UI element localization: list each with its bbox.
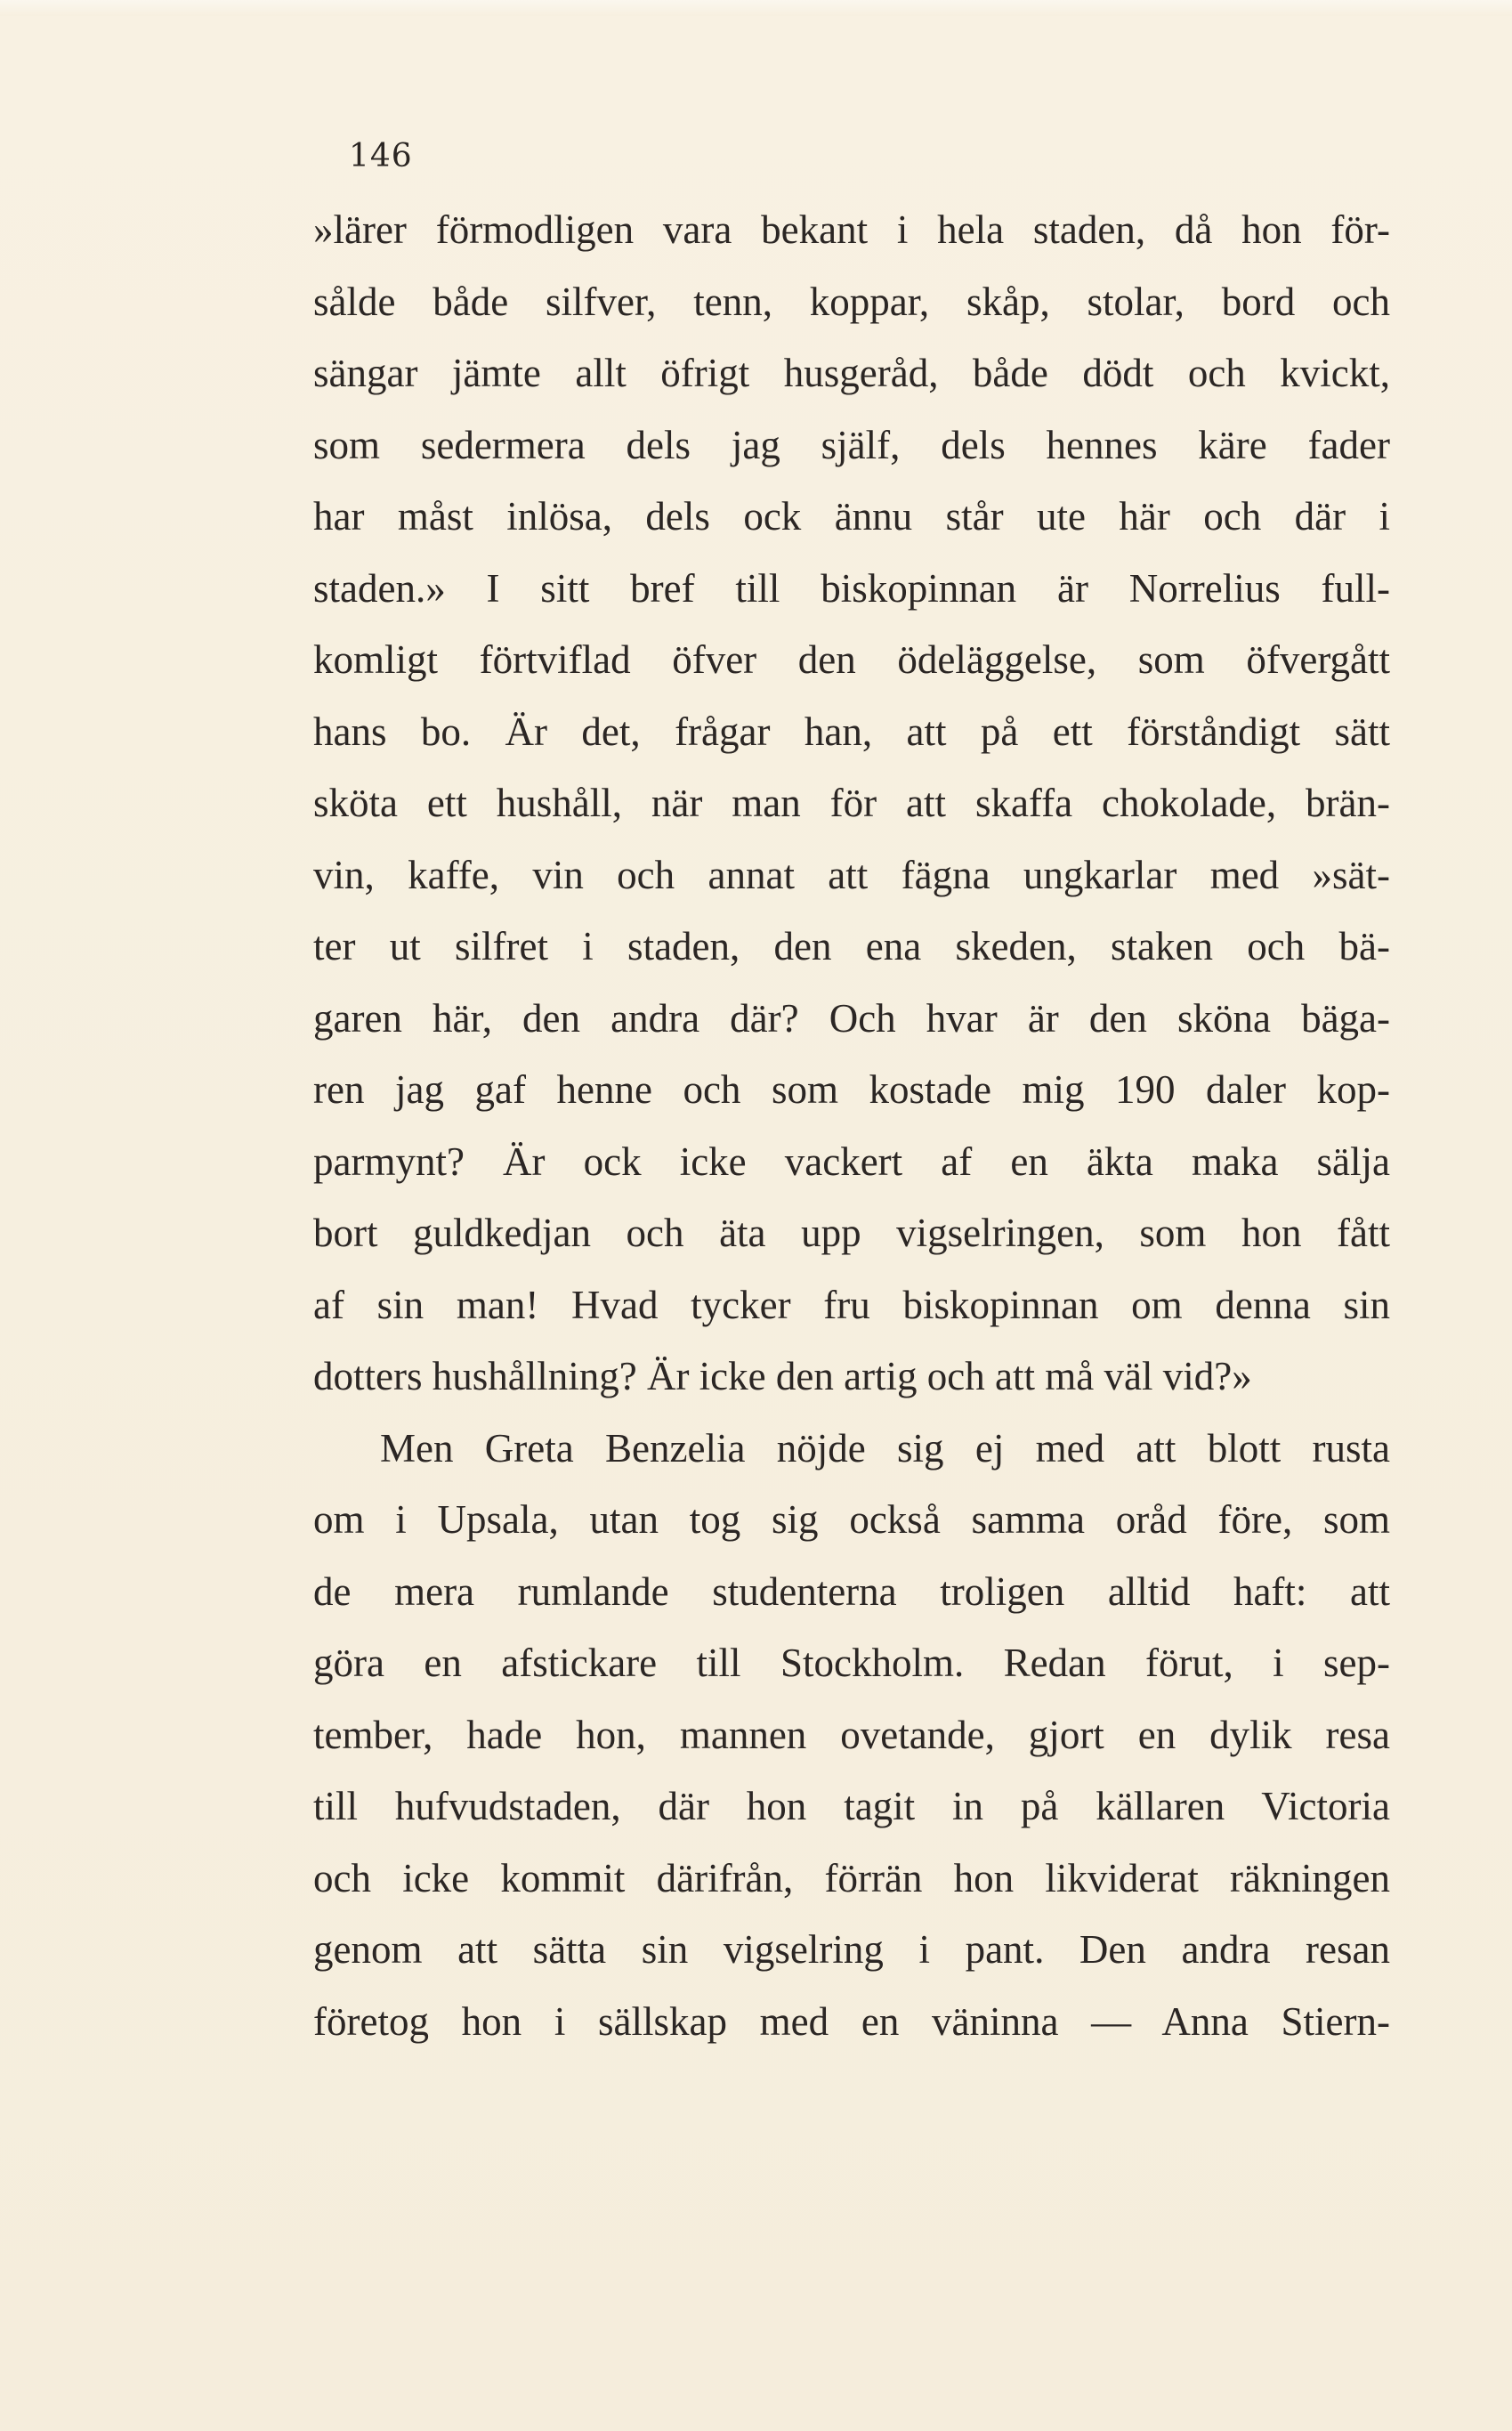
text-line: af sin man! Hvad tycker fru biskopinnan om denna sin	[313, 1282, 1390, 1327]
text-line: »lärer förmodligen vara bekant i hela staden, då hon för-	[313, 207, 1390, 252]
text-line: staden.» I sitt bref till biskopinnan är Norrelius full-	[313, 565, 1390, 611]
body-text	[313, 194, 1390, 2057]
text-line: genom att sätta sin vigselring i pant. Den andra resan	[313, 1927, 1390, 1972]
text-line: vin, kaffe, vin och annat att fägna ungkarlar med »sät-	[313, 852, 1390, 897]
text-line: företog hon i sällskap med en väninna — Anna Stiern-	[313, 1998, 1390, 2044]
text-line: sålde både silfver, tenn, koppar, skåp, stolar, bord och	[313, 279, 1390, 324]
text-line: som sedermera dels jag själf, dels hennes käre fader	[313, 422, 1390, 467]
text-line: till hufvudstaden, där hon tagit in på källaren Victoria	[313, 1784, 1390, 1828]
text-line: sängar jämte allt öfrigt husgeråd, både dödt och kvickt,	[313, 351, 1390, 395]
text-line: har måst inlösa, dels ock ännu står ute här och där i	[313, 494, 1390, 539]
text-line: parmynt? Är ock icke vackert af en äkta maka sälja	[313, 1139, 1390, 1184]
text-line: garen här, den andra där? Och hvar är den sköna bäga-	[313, 995, 1390, 1041]
page-top-edge	[0, 0, 1512, 16]
page-number: 146	[349, 138, 413, 174]
text-line: tember, hade hon, mannen ovetande, gjort en dylik resa	[313, 1712, 1390, 1757]
text-line: om i Upsala, utan tog sig också samma oråd före, som	[313, 1497, 1390, 1542]
text-line: ren jag gaf henne och som kostade mig 190 daler kop-	[313, 1067, 1390, 1112]
text-line: och icke kommit därifrån, förrän hon likviderat räkningen	[313, 1855, 1390, 1900]
text-line: hans bo. Är det, frågar han, att på ett förståndigt sätt	[313, 709, 1390, 754]
text-line: göra en afstickare till Stockholm. Redan förut, i sep-	[313, 1641, 1390, 1685]
text-line: sköta ett hushåll, när man för att skaffa chokolade, brän-	[313, 781, 1390, 825]
text-line: Men Greta Benzelia nöjde sig ej med att blott rusta	[380, 1425, 1390, 1471]
text-line: de mera rumlande studenterna troligen alltid haft: att	[313, 1568, 1390, 1614]
text-line: komligt förtviflad öfver den ödeläggelse, som öfvergått	[313, 637, 1390, 682]
text-line: bort guldkedjan och äta upp vigselringen, som hon fått	[313, 1211, 1390, 1255]
text-line: dotters hushållning? Är icke den artig och att må väl vid?»	[313, 1354, 1252, 1398]
text-line: ter ut silfret i staden, den ena skeden, staken och bä-	[313, 924, 1390, 968]
